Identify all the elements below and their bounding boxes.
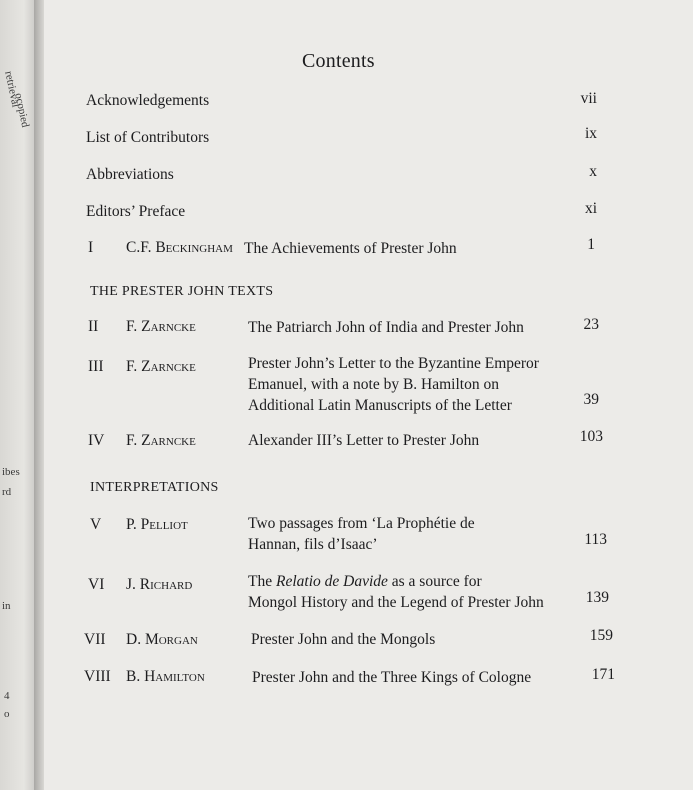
entry-page: 159 — [589, 627, 613, 644]
entry-author: P. Pelliot — [126, 516, 188, 533]
left-page-fragment: in — [2, 600, 11, 612]
section-heading: THE PRESTER JOHN TEXTS — [90, 284, 274, 299]
entry-title: The Achievements of Prester John — [244, 240, 457, 257]
entry-title: Prester John and the Three Kings of Cologne — [252, 669, 532, 686]
entry-page: 113 — [584, 531, 607, 548]
contents-page — [44, 0, 693, 790]
entry-page: 1 — [587, 236, 595, 253]
front-matter-label: List of Contributors — [86, 129, 210, 146]
left-page-fragment: 4 — [4, 690, 10, 702]
entry-page: 171 — [591, 666, 615, 683]
left-page-fragment: rd — [2, 486, 12, 498]
entry-number: VII — [84, 631, 106, 648]
section-heading: INTERPRETATIONS — [90, 480, 219, 495]
entry-title: Two passages from ‘La Prophétie de Hannan, fils d’Isaac’ — [248, 515, 475, 553]
entry-number: II — [88, 318, 99, 335]
entry-page: 139 — [585, 589, 609, 606]
entry-page: 103 — [579, 428, 603, 445]
front-matter-label: Abbreviations — [86, 166, 174, 183]
front-matter-page: x — [589, 163, 597, 180]
left-page-fragment: o — [4, 708, 10, 720]
entry-number: VI — [88, 576, 105, 593]
entry-title: Prester John and the Mongols — [251, 631, 436, 648]
front-matter-page: xi — [584, 200, 597, 217]
front-matter-label: Acknowledgements — [86, 92, 210, 109]
entry-author: J. Richard — [126, 576, 193, 593]
entry-number: III — [88, 358, 104, 375]
entry-author: D. Morgan — [126, 631, 198, 648]
page-title: Contents — [302, 50, 375, 72]
entry-page: 39 — [583, 391, 599, 408]
front-matter-page: vii — [580, 90, 597, 107]
entry-author: F. Zarncke — [126, 358, 196, 375]
entry-number: I — [88, 239, 94, 256]
entry-author: F. Zarncke — [126, 318, 196, 335]
entry-number: VIII — [84, 668, 111, 685]
entry-author: B. Hamilton — [126, 668, 205, 685]
entry-number: V — [90, 516, 102, 533]
entry-author: C.F. Beckingham — [126, 239, 233, 256]
entry-title: Alexander III’s Letter to Prester John — [248, 432, 480, 449]
entry-title: The Relatio de Davide as a source for Mongol History and the Legend of Prester John — [248, 573, 544, 611]
front-matter-label: Editors’ Preface — [86, 203, 186, 220]
left-page-fragment: ibes — [2, 466, 20, 478]
left-page-fragment: retrieval — [2, 70, 22, 109]
left-page-fragment: ocopied — [12, 92, 32, 129]
entry-number: IV — [88, 432, 105, 449]
front-matter-page: ix — [584, 125, 597, 142]
entry-title: Prester John’s Letter to the Byzantine Emperor Emanuel, with a note by B. Hamilton on Additional Latin Manuscripts of the Letter — [248, 355, 539, 414]
entry-title: The Patriarch John of India and Prester John — [248, 319, 524, 336]
left-page-edge — [0, 0, 34, 790]
entry-page: 23 — [583, 316, 599, 333]
entry-author: F. Zarncke — [126, 432, 196, 449]
book-gutter — [34, 0, 44, 790]
